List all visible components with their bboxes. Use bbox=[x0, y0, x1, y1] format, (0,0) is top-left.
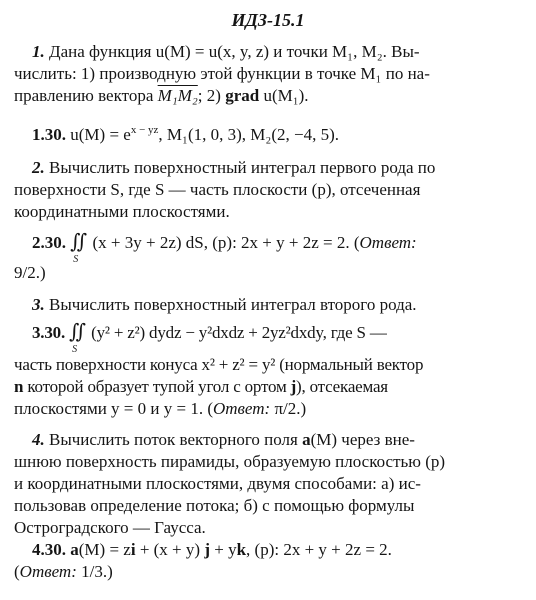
variant-3-30 bbox=[14, 321, 522, 420]
task-3-line-3: которой образует тупой угол с ортом bbox=[23, 377, 291, 396]
answer-value: 1/3.) bbox=[76, 562, 113, 581]
task-4-line-1b: (M) через вне- bbox=[310, 430, 415, 449]
variant-number: 3.30. bbox=[32, 323, 66, 342]
task-4-line-4: пользовав определение потока; б) с помощью формулы bbox=[14, 496, 415, 515]
variant-1-30 bbox=[14, 124, 522, 146]
task-1-line-3c: u(M₁). bbox=[259, 86, 309, 105]
task-2-line-2: поверхности S, где S — часть плоскости (p), отсеченная bbox=[14, 180, 421, 199]
task-1-line-2: числить: 1) производную этой функции в точке M₁ по на- bbox=[14, 64, 430, 83]
task-3-line-1: Вычислить поверхностный интеграл второго рода. bbox=[49, 295, 417, 314]
answer-value: π/2.) bbox=[270, 399, 307, 418]
vector-field-a: a bbox=[302, 430, 311, 449]
answer-label: Ответ: bbox=[359, 233, 417, 252]
task-2-line-1: Вычислить поверхностный интеграл первого рода по bbox=[49, 158, 436, 177]
answer-open: ( bbox=[14, 562, 20, 581]
unit-i: i bbox=[130, 540, 136, 559]
task-1-number: 1. bbox=[32, 42, 45, 61]
task-4-line-3: и координатными плоскостями, двумя способами: а) ис- bbox=[14, 474, 421, 493]
plane-equation: , (p): 2x + y + 2z = 2. bbox=[246, 540, 392, 559]
page-title: ИДЗ-15.1 bbox=[231, 10, 305, 30]
task-4-line-1a: Вычислить поток векторного поля bbox=[49, 430, 303, 449]
field-formula-1: (M) = z bbox=[78, 540, 131, 559]
task-1-line-3b: ; 2) bbox=[197, 86, 226, 105]
task-3-number: 3. bbox=[32, 295, 45, 314]
surface-integral-sign: ∬ S bbox=[70, 231, 88, 253]
task-1-line-3a: правлению вектора bbox=[14, 86, 158, 105]
task-4-line-2: шнюю поверхность пирамиды, образуемую плоскостью (p) bbox=[14, 452, 446, 471]
exponent: x − yz bbox=[130, 124, 159, 136]
variant-number: 4.30. bbox=[32, 540, 66, 559]
task-2-number: 2. bbox=[32, 158, 45, 177]
answer-value: 9/2.) bbox=[14, 263, 46, 282]
variant-formula: u(M) = e bbox=[70, 125, 131, 144]
field-formula-2: + (x + y) bbox=[135, 540, 205, 559]
task-3-line-2: часть поверхности конуса x² + z² = y² (нормальный вектор bbox=[14, 355, 424, 374]
task-4-line-5: Остроградского — Гаусса. bbox=[14, 518, 206, 537]
variant-points: , M₁(1, 0, 3), M₂(2, −4, 5). bbox=[158, 125, 339, 144]
variant-formula: (x + 3y + 2z) dS, (p): 2x + y + 2z = 2. ( bbox=[92, 233, 360, 252]
variant-number: 2.30. bbox=[32, 233, 66, 252]
task-3 bbox=[14, 294, 522, 316]
variant-number: 1.30. bbox=[32, 125, 66, 144]
task-4-number: 4. bbox=[32, 430, 45, 449]
vector-m1m2: M₁M₂ bbox=[157, 86, 198, 105]
field-formula-3: + y bbox=[209, 540, 237, 559]
integral-subscript: S bbox=[72, 344, 77, 355]
task-2 bbox=[14, 157, 522, 223]
task-2-line-3: координатными плоскостями. bbox=[14, 202, 230, 221]
field-a: a bbox=[70, 540, 79, 559]
unit-j: j bbox=[204, 540, 210, 559]
normal-vector-n: n bbox=[14, 377, 24, 396]
unit-vector-j: j bbox=[290, 377, 297, 396]
unit-k: k bbox=[236, 540, 247, 559]
variant-2-30 bbox=[14, 231, 522, 284]
variant-formula: (y² + z²) dydz − y²dxdz + 2yz²dxdy, где S — bbox=[91, 323, 387, 342]
task-1-line-1: Дана функция u(M) = u(x, y, z) и точки M₁, M₂. Вы- bbox=[49, 42, 420, 61]
variant-4-30 bbox=[14, 539, 522, 583]
task-3-line-4: плоскостями y = 0 и y = 1. ( bbox=[14, 399, 213, 418]
answer-label: Ответ: bbox=[19, 562, 77, 581]
task-1 bbox=[14, 41, 522, 107]
integral-subscript: S bbox=[73, 254, 79, 265]
task-4 bbox=[14, 429, 522, 539]
task-3-line-3b: ), отсекаемая bbox=[296, 377, 388, 396]
surface-integral-sign: ∬ S bbox=[69, 321, 87, 343]
answer-label: Ответ: bbox=[212, 399, 271, 418]
grad-operator: grad bbox=[225, 86, 260, 105]
